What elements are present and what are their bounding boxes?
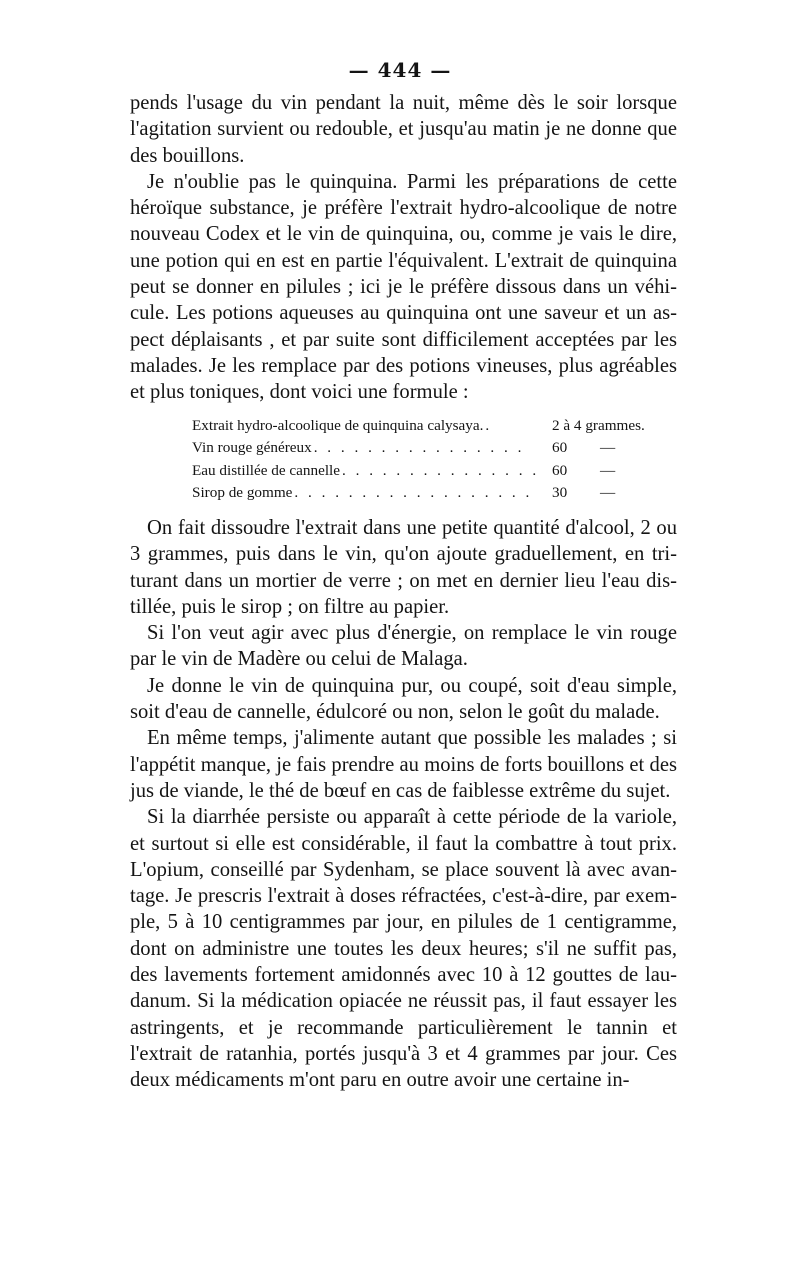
formula-quantity [552, 460, 662, 482]
formula-row [192, 482, 662, 504]
quantity-value: 30 [552, 483, 568, 501]
leader-dots: . [485, 417, 493, 434]
formula-quantity [552, 437, 662, 459]
formula-row [192, 460, 662, 482]
formula-quantity [552, 482, 662, 504]
formula-ingredient: Extrait hydro-alcoolique de quinquina calysaya. [192, 417, 484, 434]
paragraph: En même temps, j'alimente autant que possible les malades ; si l'appétit manque, je fais prendre au moins de forts bouillons et des jus de viande, le thé de bœuf en cas de faiblesse extrême du sujet. [130, 727, 677, 802]
formula-row [192, 415, 662, 437]
quantity-unit: — [600, 483, 616, 501]
paragraph: Je n'oublie pas le quinquina. Parmi les préparations de cette héroïque substance, je préfère l'extrait hydro-alcoolique de notre nouveau Codex et le vin de quinquina, ou, comme je vais le dire, une potion qui en est en partie l'équivalent. L'extrait de quinquina peut se donner en pilules ; ici je le préfère dissous dans un véhi-cule. Les potions aqueuses au quinquina ont une saveur et un as-pect déplaisants , et par suite sont difficilement acceptées par les malades. Je les remplace par des potions vineuses, plus agréables et plus toniques, dont voici une formule : [130, 170, 677, 404]
leader-dots: . . . . . . . . . . . . . . . [342, 461, 540, 479]
paragraph: Si la diarrhée persiste ou apparaît à cette période de la variole, et surtout si elle est considérable, il faut la combattre à tout prix. L'opium, conseillé par Sydenham, se place souvent là avec avan-tage. Je prescris l'extrait à doses réfractées, c'est-à-dire, par exem-ple, 5 à 10 centigrammes par jour, en pilules de 1 centigramme, dont on administre une toutes les deux heures; s'il ne suffit pas, des lavements fortement amidonnés avec 10 à 12 gouttes de lau-danum. Si la médication opiacée ne réussit pas, il faut essayer les astringents, et je recommande particulièrement le tannin et l'extrait de ratanhia, portés jusqu'à 3 et 4 grammes par jour. Ces deux médicaments m'ont paru en outre avoir une certaine in- [130, 806, 677, 1092]
leader-dots: . . . . . . . . . . . . . . . . . . [294, 483, 533, 501]
quantity-value: 60 [552, 439, 568, 457]
formula-ingredient: Sirop de gomme [192, 483, 293, 501]
paragraph: pends l'usage du vin pendant la nuit, même dès le soir lorsque l'agitation survient ou redouble, et jusqu'au matin je ne donne que des bouillons. [130, 92, 677, 167]
formula-ingredient: Vin rouge généreux [192, 439, 312, 457]
quantity-value: 60 [552, 461, 568, 479]
formula-row [192, 437, 662, 459]
quantity-unit: — [600, 439, 616, 457]
paragraph: Je donne le vin de quinquina pur, ou coupé, soit d'eau simple, soit d'eau de cannelle, édulcoré ou non, selon le goût du malade. [130, 674, 677, 724]
quantity-unit: — [600, 461, 616, 479]
quantity-value: 2 à 4 grammes. [552, 417, 645, 434]
paragraph: Si l'on veut agir avec plus d'énergie, on remplace le vin rouge par le vin de Madère ou celui de Malaga. [130, 622, 677, 671]
leader-dots: . . . . . . . . . . . . . . . . [313, 439, 525, 457]
formula-recipe [192, 415, 662, 504]
paragraph: On fait dissoudre l'extrait dans une petite quantité d'alcool, 2 ou 3 grammes, puis dans le vin, qu'on ajoute graduellement, en tri-turant dans un mortier de verre ; on met en dernier lieu l'eau dis-tillée, puis le sirop ; on filtre au papier. [130, 517, 677, 618]
formula-ingredient: Eau distillée de cannelle [192, 461, 341, 479]
formula-quantity [552, 415, 662, 437]
text-block-after-formula [130, 515, 677, 1094]
text-block-before-formula [130, 90, 677, 406]
page-number: — 444 — [348, 58, 452, 82]
